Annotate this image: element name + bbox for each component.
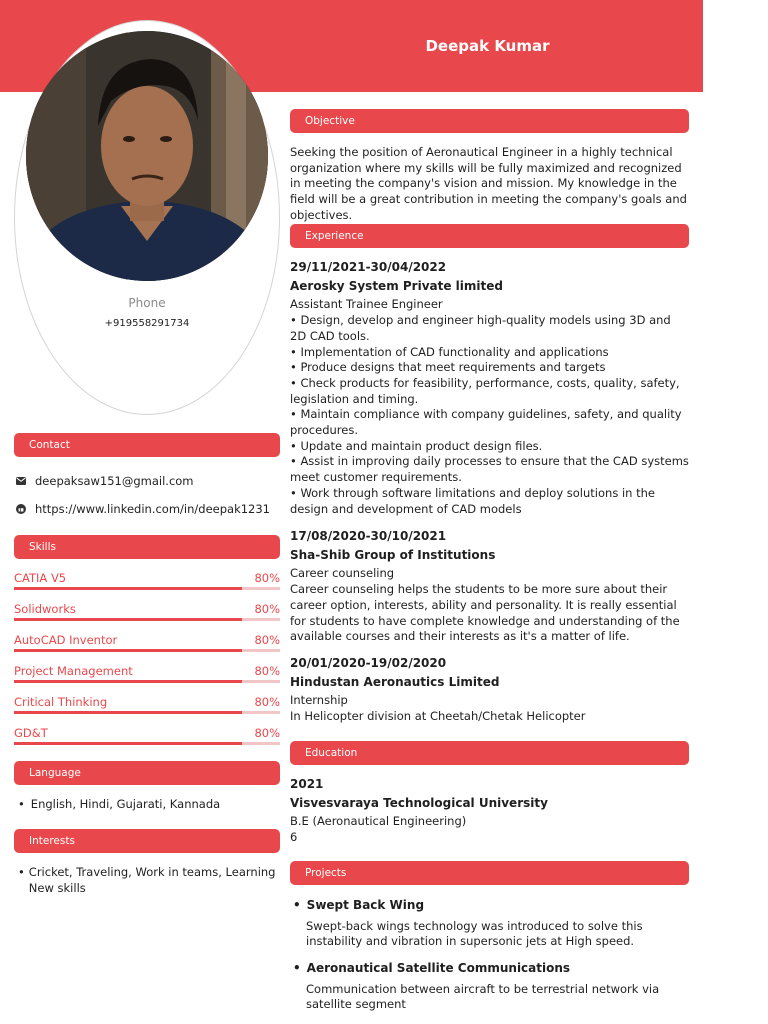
experience-detail: Career counseling helps the students to be more sure about their career option, interests, ability and personality. It is really essential for students to have complete knowledge and understanding of the available courses and their interests as it's a matter of life. bbox=[290, 582, 680, 644]
skill-bar bbox=[14, 680, 280, 683]
skills-heading: Skills bbox=[14, 535, 280, 559]
profile-photo-illustration bbox=[26, 31, 268, 281]
experience-entry bbox=[290, 656, 690, 725]
skill-percent: 80% bbox=[254, 633, 280, 647]
skill-name: Project Management bbox=[14, 664, 133, 678]
skill-name: AutoCAD Inventor bbox=[14, 633, 118, 647]
experience-role: Career counseling bbox=[290, 566, 395, 581]
project-item: • Swept Back Wing Swept-back wings technology was introduced to solve this instability and vibration in supersonic jets at High speed. bbox=[293, 898, 689, 950]
project-title: Swept Back Wing bbox=[306, 898, 425, 912]
experience-detail: • Produce designs that meet requirements and targets bbox=[290, 360, 606, 375]
skill-bar bbox=[14, 618, 280, 621]
experience-detail: In Helicopter division at Cheetah/Chetak Helicopter bbox=[290, 709, 586, 724]
experience-dates: 17/08/2020-30/10/2021 bbox=[290, 529, 447, 543]
interests-heading: Interests bbox=[14, 829, 280, 853]
projects-heading: Projects bbox=[290, 861, 689, 885]
project-description: Swept-back wings technology was introduced to solve this instability and vibration in supersonic jets at High speed. bbox=[306, 918, 643, 949]
language-item: • English, Hindi, Gujarati, Kannada bbox=[18, 797, 221, 811]
skill-percent: 80% bbox=[254, 602, 280, 616]
skill-name: Solidworks bbox=[14, 602, 76, 616]
experience-detail: • Assist in improving daily processes to ensure that the CAD systems meet customer requirements. bbox=[290, 454, 689, 485]
education-degree: B.E (Aeronautical Engineering) bbox=[290, 814, 467, 829]
contact-linkedin-row[interactable] bbox=[16, 502, 270, 516]
experience-detail: • Check products for feasibility, performance, costs, quality, safety, legislation and timing. bbox=[290, 375, 680, 406]
objective-text: Seeking the position of Aeronautical Engineer in a highly technical organization where my skills will be fully maximized and recognized in meeting the company's vision and mission. My knowledge in the field will be a great contribution in meeting the company's goals and objectives. bbox=[290, 145, 687, 222]
contact-email-row[interactable] bbox=[16, 474, 194, 488]
project-description: Communication between aircraft to be terrestrial network via satellite segment bbox=[306, 981, 660, 1012]
experience-dates: 29/11/2021-30/04/2022 bbox=[290, 260, 447, 274]
skill-bar bbox=[14, 587, 280, 590]
project-item: • Aeronautical Satellite Communications Communication between aircraft to be terrestrial network via satellite segment bbox=[293, 961, 689, 1013]
skill-percent: 80% bbox=[254, 664, 280, 678]
skill-percent: 80% bbox=[254, 695, 280, 709]
skill-bar-fill bbox=[14, 649, 242, 652]
skill-bar-fill bbox=[14, 618, 242, 621]
education-heading: Education bbox=[290, 741, 689, 765]
profile-photo bbox=[26, 31, 268, 281]
contact-linkedin[interactable]: https://www.linkedin.com/in/deepak1231 bbox=[35, 502, 270, 516]
experience-detail: • Implementation of CAD functionality and applications bbox=[290, 344, 609, 359]
contact-heading: Contact bbox=[14, 433, 280, 457]
experience-company: Aerosky System Private limited bbox=[290, 278, 503, 293]
skill-name: CATIA V5 bbox=[14, 571, 67, 585]
education-entry bbox=[290, 777, 690, 846]
skill-bar-fill bbox=[14, 711, 242, 714]
experience-entry bbox=[290, 260, 690, 517]
skill-bar-fill bbox=[14, 742, 242, 745]
skill-bar bbox=[14, 711, 280, 714]
education-score: 6 bbox=[290, 830, 298, 845]
skill-percent: 80% bbox=[254, 571, 280, 585]
experience-detail: • Maintain compliance with company guidelines, safety, and quality procedures. bbox=[290, 407, 682, 438]
skill-bar-fill bbox=[14, 680, 242, 683]
envelope-icon bbox=[16, 477, 26, 485]
experience-company: Sha-Shib Group of Institutions bbox=[290, 547, 496, 562]
experience-detail: • Work through software limitations and deploy solutions in the design and development of CAD models bbox=[290, 485, 655, 516]
experience-dates: 20/01/2020-19/02/2020 bbox=[290, 656, 447, 670]
language-heading: Language bbox=[14, 761, 280, 785]
objective-heading: Objective bbox=[290, 109, 689, 133]
experience-detail: • Design, develop and engineer high-quality models using 3D and 2D CAD tools. bbox=[290, 313, 671, 343]
interest-item: • Cricket, Traveling, Work in teams, Learning New skills bbox=[18, 865, 276, 895]
language-text: English, Hindi, Gujarati, Kannada bbox=[30, 797, 221, 811]
skill-bar bbox=[14, 649, 280, 652]
contact-email[interactable]: deepaksaw151@gmail.com bbox=[35, 474, 194, 488]
skill-name: Critical Thinking bbox=[14, 695, 108, 709]
phone-label: Phone bbox=[128, 296, 166, 310]
experience-role: Internship bbox=[290, 693, 348, 708]
skill-percent: 80% bbox=[254, 726, 280, 740]
project-title: Aeronautical Satellite Communications bbox=[306, 961, 571, 975]
linkedin-icon bbox=[16, 504, 26, 514]
skill-bar-fill bbox=[14, 587, 242, 590]
skill-name: GD&T bbox=[14, 726, 48, 740]
candidate-name: Deepak Kumar bbox=[425, 37, 550, 55]
experience-detail: • Update and maintain product design files. bbox=[290, 438, 543, 453]
skill-bar bbox=[14, 742, 280, 745]
experience-role: Assistant Trainee Engineer bbox=[290, 297, 443, 312]
interest-text: Cricket, Traveling, Work in teams, Learning New skills bbox=[28, 865, 276, 895]
education-institution: Visvesvaraya Technological University bbox=[290, 795, 548, 810]
experience-entry bbox=[290, 529, 690, 645]
phone-number: +919558291734 bbox=[104, 318, 190, 329]
education-year: 2021 bbox=[290, 777, 324, 791]
experience-heading: Experience bbox=[290, 224, 689, 248]
experience-company: Hindustan Aeronautics Limited bbox=[290, 674, 500, 689]
